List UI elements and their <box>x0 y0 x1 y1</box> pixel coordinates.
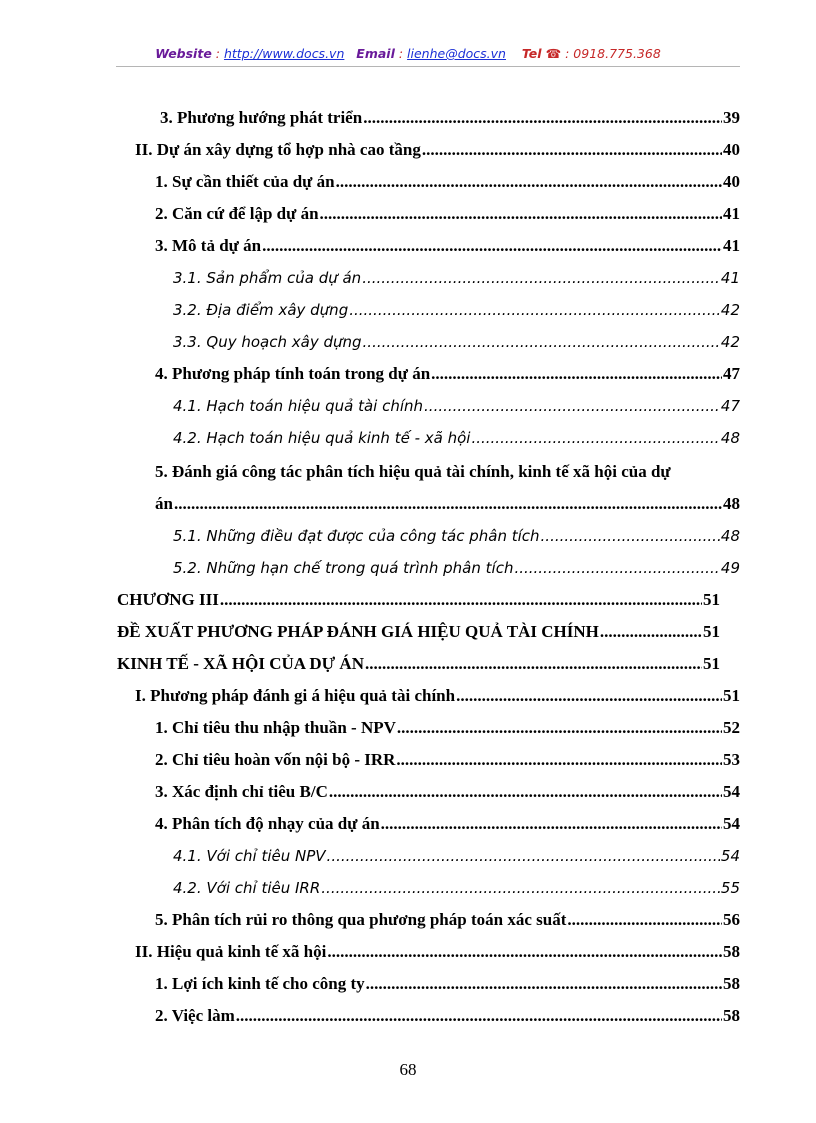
toc-entry-page: 58 <box>723 942 740 961</box>
tel-label: Tel <box>521 46 542 61</box>
toc-entry <box>160 96 740 126</box>
toc-entry-title: 5. Đánh giá công tác phân tích hiệu quả tài chính, kinh tế xã hội của dự <box>155 462 671 481</box>
toc-entry <box>173 384 740 414</box>
toc-entry <box>155 802 740 832</box>
toc-entry-page: 41 <box>723 204 740 223</box>
toc-entry-title: 4.1. Với chỉ tiêu NPV <box>173 847 326 865</box>
toc-dot-leader <box>336 173 722 190</box>
toc-entry-page: 47 <box>720 397 740 415</box>
toc-dot-leader <box>363 335 720 350</box>
website-link[interactable]: http://www.docs.vn <box>223 46 345 61</box>
toc-dot-leader <box>456 687 722 704</box>
toc-entry-title: 3. Mô tả dự án <box>155 236 262 255</box>
toc-entry <box>155 482 740 512</box>
toc-entry-page: 40 <box>723 172 740 191</box>
page-header <box>0 46 816 61</box>
email-link[interactable]: lienhe@docs.vn <box>407 46 506 61</box>
toc-entry-title: II. Hiệu quả kinh tế xã hội <box>135 942 327 961</box>
toc-entry-title: 5.2. Những hạn chế trong quá trình phân tích <box>173 559 514 577</box>
toc-entry-title: CHƯƠNG III <box>117 590 219 609</box>
toc-entry <box>173 256 740 286</box>
toc-dot-leader <box>424 399 720 414</box>
toc-dot-leader <box>471 431 719 446</box>
toc-entry-title: 4. Phương pháp tính toán trong dự án <box>155 364 431 383</box>
toc-entry-title: KINH TẾ - XÃ HỘI CỦA DỰ ÁN <box>117 654 364 673</box>
toc-entry-title: II. Dự án xây dựng tổ hợp nhà cao tầng <box>135 140 421 159</box>
toc-entry-title: 3. Phương hướng phát triển <box>160 108 363 127</box>
tel-value: : 0918.775.368 <box>561 46 661 61</box>
toc-entry-page: 48 <box>720 527 740 545</box>
toc-dot-leader <box>514 561 719 576</box>
toc-entry-page: 49 <box>720 559 740 577</box>
toc-entry-page: 54 <box>723 814 740 833</box>
toc-entry-page: 58 <box>723 1006 740 1025</box>
toc-entry-page: 40 <box>723 140 740 159</box>
toc-entry <box>173 320 740 350</box>
toc-entry-title: 1. Lợi ích kinh tế cho công ty <box>155 974 365 993</box>
page-number: 68 <box>399 1060 417 1079</box>
toc-entry <box>155 898 740 928</box>
toc-entry-page: 51 <box>703 622 720 641</box>
toc-dot-leader <box>362 271 720 286</box>
toc-entry-title: 4. Phân tích độ nhạy của dự án <box>155 814 380 833</box>
website-label: Website <box>155 46 212 61</box>
toc-dot-leader <box>366 975 722 992</box>
toc-entry-title: 3.1. Sản phẩm của dự án <box>173 269 362 287</box>
website-sep: : <box>211 46 224 61</box>
toc-entry <box>155 160 740 190</box>
toc-entry-page: 41 <box>723 236 740 255</box>
toc-entry <box>173 416 740 446</box>
toc-entry-page: 48 <box>720 429 740 447</box>
toc-entry <box>117 610 720 640</box>
toc-entry-title: 2. Việc làm <box>155 1006 235 1025</box>
toc-entry-title: 2. Chỉ tiêu hoàn vốn nội bộ - IRR <box>155 750 396 769</box>
toc-entry <box>155 450 742 480</box>
toc-entry <box>173 546 740 576</box>
toc-entry-page: 58 <box>723 974 740 993</box>
toc-entry <box>155 706 740 736</box>
toc-entry <box>117 578 720 608</box>
toc-entry-page: 54 <box>720 847 740 865</box>
toc-entry <box>155 994 740 1024</box>
toc-entry <box>135 930 740 960</box>
toc-dot-leader <box>431 365 722 382</box>
header-divider <box>116 66 740 67</box>
toc-entry-title: I. Phương pháp đánh gi á hiệu quả tài chính <box>135 686 456 705</box>
toc-dot-leader <box>236 1007 722 1024</box>
toc-entry-title: 4.1. Hạch toán hiệu quả tài chính <box>173 397 424 415</box>
toc-entry-page: 51 <box>723 686 740 705</box>
toc-dot-leader <box>600 623 702 640</box>
toc-entry-page: 42 <box>720 301 740 319</box>
toc-entry <box>173 514 740 544</box>
toc-entry <box>135 674 740 704</box>
toc-entry <box>155 770 740 800</box>
toc-dot-leader <box>329 783 722 800</box>
email-label: Email <box>356 46 395 61</box>
toc-dot-leader <box>567 911 722 928</box>
toc-dot-leader <box>174 495 722 512</box>
toc-entry <box>117 642 720 672</box>
toc-entry-page: 47 <box>723 364 740 383</box>
toc-entry-title: 4.2. Hạch toán hiệu quả kinh tế - xã hội <box>173 429 471 447</box>
toc-entry-page: 52 <box>723 718 740 737</box>
toc-entry-page: 53 <box>723 750 740 769</box>
toc-entry <box>173 288 740 318</box>
toc-entry <box>155 738 740 768</box>
toc-entry-title: 2. Căn cứ để lập dự án <box>155 204 319 223</box>
toc-entry-page: 48 <box>723 494 740 513</box>
toc-entry <box>135 128 740 158</box>
toc-entry <box>155 224 740 254</box>
phone-icon: ☎ <box>545 46 562 61</box>
toc-entry-title: 3.2. Địa điểm xây dựng <box>173 301 349 319</box>
toc-entry-page: 54 <box>723 782 740 801</box>
toc-entry-page: 55 <box>720 879 740 897</box>
toc-dot-leader <box>321 881 720 896</box>
toc-entry-page: 56 <box>723 910 740 929</box>
toc-entry-title: 1. Sự cần thiết của dự án <box>155 172 335 191</box>
toc-entry-title: 3. Xác định chỉ tiêu B/C <box>155 782 328 801</box>
toc-entry-title: 1. Chỉ tiêu thu nhập thuần - NPV <box>155 718 396 737</box>
toc-entry-title: 3.3. Quy hoạch xây dựng <box>173 333 362 351</box>
toc-entry <box>173 834 740 864</box>
toc-entry-page: 41 <box>720 269 740 287</box>
toc-dot-leader <box>381 815 722 832</box>
toc-entry <box>155 192 740 222</box>
toc-dot-leader <box>396 751 722 768</box>
toc-entry <box>173 866 740 896</box>
toc-entry-title: ĐỀ XUẤT PHƯƠNG PHÁP ĐÁNH GIÁ HIỆU QUẢ TÀI CHÍNH <box>117 622 599 641</box>
toc-dot-leader <box>422 141 722 158</box>
toc-dot-leader <box>541 529 720 544</box>
toc-entry-title: án <box>155 494 173 513</box>
toc-entry-title: 4.2. Với chỉ tiêu IRR <box>173 879 321 897</box>
toc-entry-page: 51 <box>703 590 720 609</box>
toc-dot-leader <box>320 205 722 222</box>
toc-entry-page: 39 <box>723 108 740 127</box>
toc-dot-leader <box>363 109 722 126</box>
toc-dot-leader <box>349 303 720 318</box>
toc-entry-title: 5. Phân tích rủi ro thông qua phương pháp toán xác suất <box>155 910 567 929</box>
toc-dot-leader <box>262 237 722 254</box>
toc-entry-title: 5.1. Những điều đạt được của công tác phân tích <box>173 527 540 545</box>
toc-entry-page: 51 <box>703 654 720 673</box>
toc-dot-leader <box>397 719 722 736</box>
toc-dot-leader <box>220 591 702 608</box>
toc-dot-leader <box>327 943 722 960</box>
email-sep: : <box>394 46 408 61</box>
toc-dot-leader <box>327 849 720 864</box>
toc-entry <box>155 352 740 382</box>
toc-entry <box>155 962 740 992</box>
toc-dot-leader <box>365 655 702 672</box>
toc-entry-page: 42 <box>720 333 740 351</box>
